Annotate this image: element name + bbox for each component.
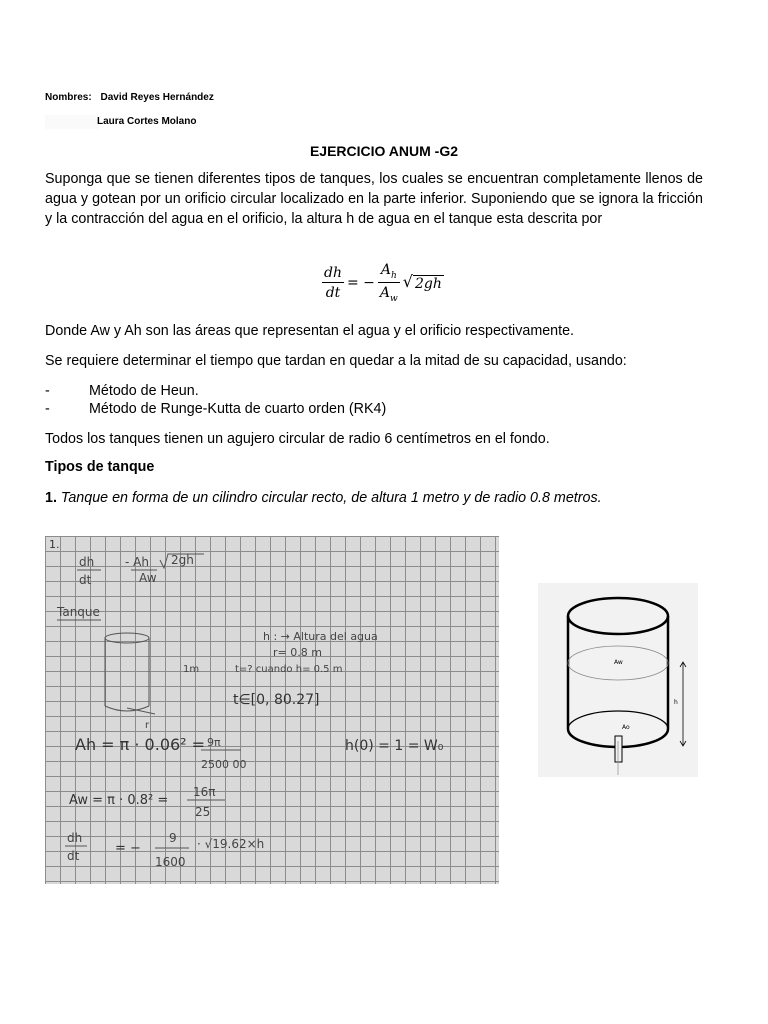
name-2: Laura Cortes Molano [97,116,197,127]
hw-height: 1m [183,664,200,675]
hw-interval: t∈[0, 80.27] [233,692,320,708]
method-item: - Método de Runge-Kutta de cuarto orden (RK4) [45,401,387,417]
hw-dhdt-rad: · √19.62×h [197,837,265,851]
tank-1-description: 1. Tanque en forma de un cilindro circular recto, de altura 1 metro y de radio 0.8 metros. [45,490,602,506]
page-title: EJERCICIO ANUM -G2 [309,143,459,159]
aw-label: Aw [614,659,623,666]
hw-ode-mid-den: Aw [139,571,157,585]
hw-h-def: h : → Altura del agua [263,630,378,643]
hw-tank-sketch [105,633,155,714]
hw-dhdt-den-label: dt [67,849,80,863]
hw-ah-num: 9π [207,736,221,749]
hw-aw-den: 25 [195,805,211,819]
method-item: - Método de Heun. [45,383,199,399]
rhs-fraction: $\frac{A_h}{A_w}$ [379,262,398,304]
requirement-line: Se requiere determinar el tiempo que tardan en quedar a la mitad de su capacidad, usando: [45,353,627,369]
hw-ode-mid: - Ah [125,555,149,569]
hw-corner: 1. [49,538,60,551]
hw-ah-den: 2500 00 [201,758,247,771]
hw-r-mark: r [145,720,150,731]
hw-h0: h(0) = 1 = W₀ [345,738,444,754]
hw-ode-den: dt [79,573,92,587]
hw-aw-eq: Aw = π · 0.8² = [69,793,169,808]
handwritten-notes-image [45,536,499,884]
hw-ah-eq: Ah = π · 0.06² = [75,735,206,754]
h-label: h [674,699,678,706]
hw-dhdt-num-label: dh [67,831,83,845]
intro-paragraph: Suponga que se tienen diferentes tipos de tanques, los cuales se encuentran completamente llenos de agua y gotean por un orificio circular localizado en la parte inferior. Suponiendo que se ignora la fricción y la contracción del agua en el orificio, la altura h de agua en el tanque esta descrita por [45,171,703,227]
hw-dhdt-num: 9 [169,831,177,845]
hw-r-value: r= 0.8 m [273,646,322,659]
names-label: Nombres: [45,92,92,103]
sqrt-term: √ 2gh [402,271,442,292]
definitions-line: Donde Aw y Ah son las áreas que representan el agua y el orificio respectivamente. [45,323,575,339]
ao-label: Ao [622,724,630,731]
equals-sign: = − [346,274,375,291]
hw-aw-num: 16π [193,785,216,799]
cylinder-tank-diagram [538,583,698,777]
hw-ode-num: dh [79,555,95,569]
hw-dhdt-den: 1600 [155,855,186,869]
lhs-fraction: $\frac{dh}{dt}$ [324,264,342,301]
name-1: David Reyes Hernández [100,92,214,103]
name-highlight [45,115,99,129]
section-title: Tipos de tanque [45,459,155,475]
tanks-note: Todos los tanques tienen un agujero circular de radio 6 centímetros en el fondo. [45,431,550,447]
hw-t-condition: t=? cuando h= 0.5 m [235,664,343,675]
hw-dhdt-eq: = − [115,841,141,856]
hw-ode-rad: 2gh [171,553,194,567]
names-line [45,92,214,103]
ode-equation [322,262,444,304]
hw-tank-label: Tanque [57,605,100,619]
